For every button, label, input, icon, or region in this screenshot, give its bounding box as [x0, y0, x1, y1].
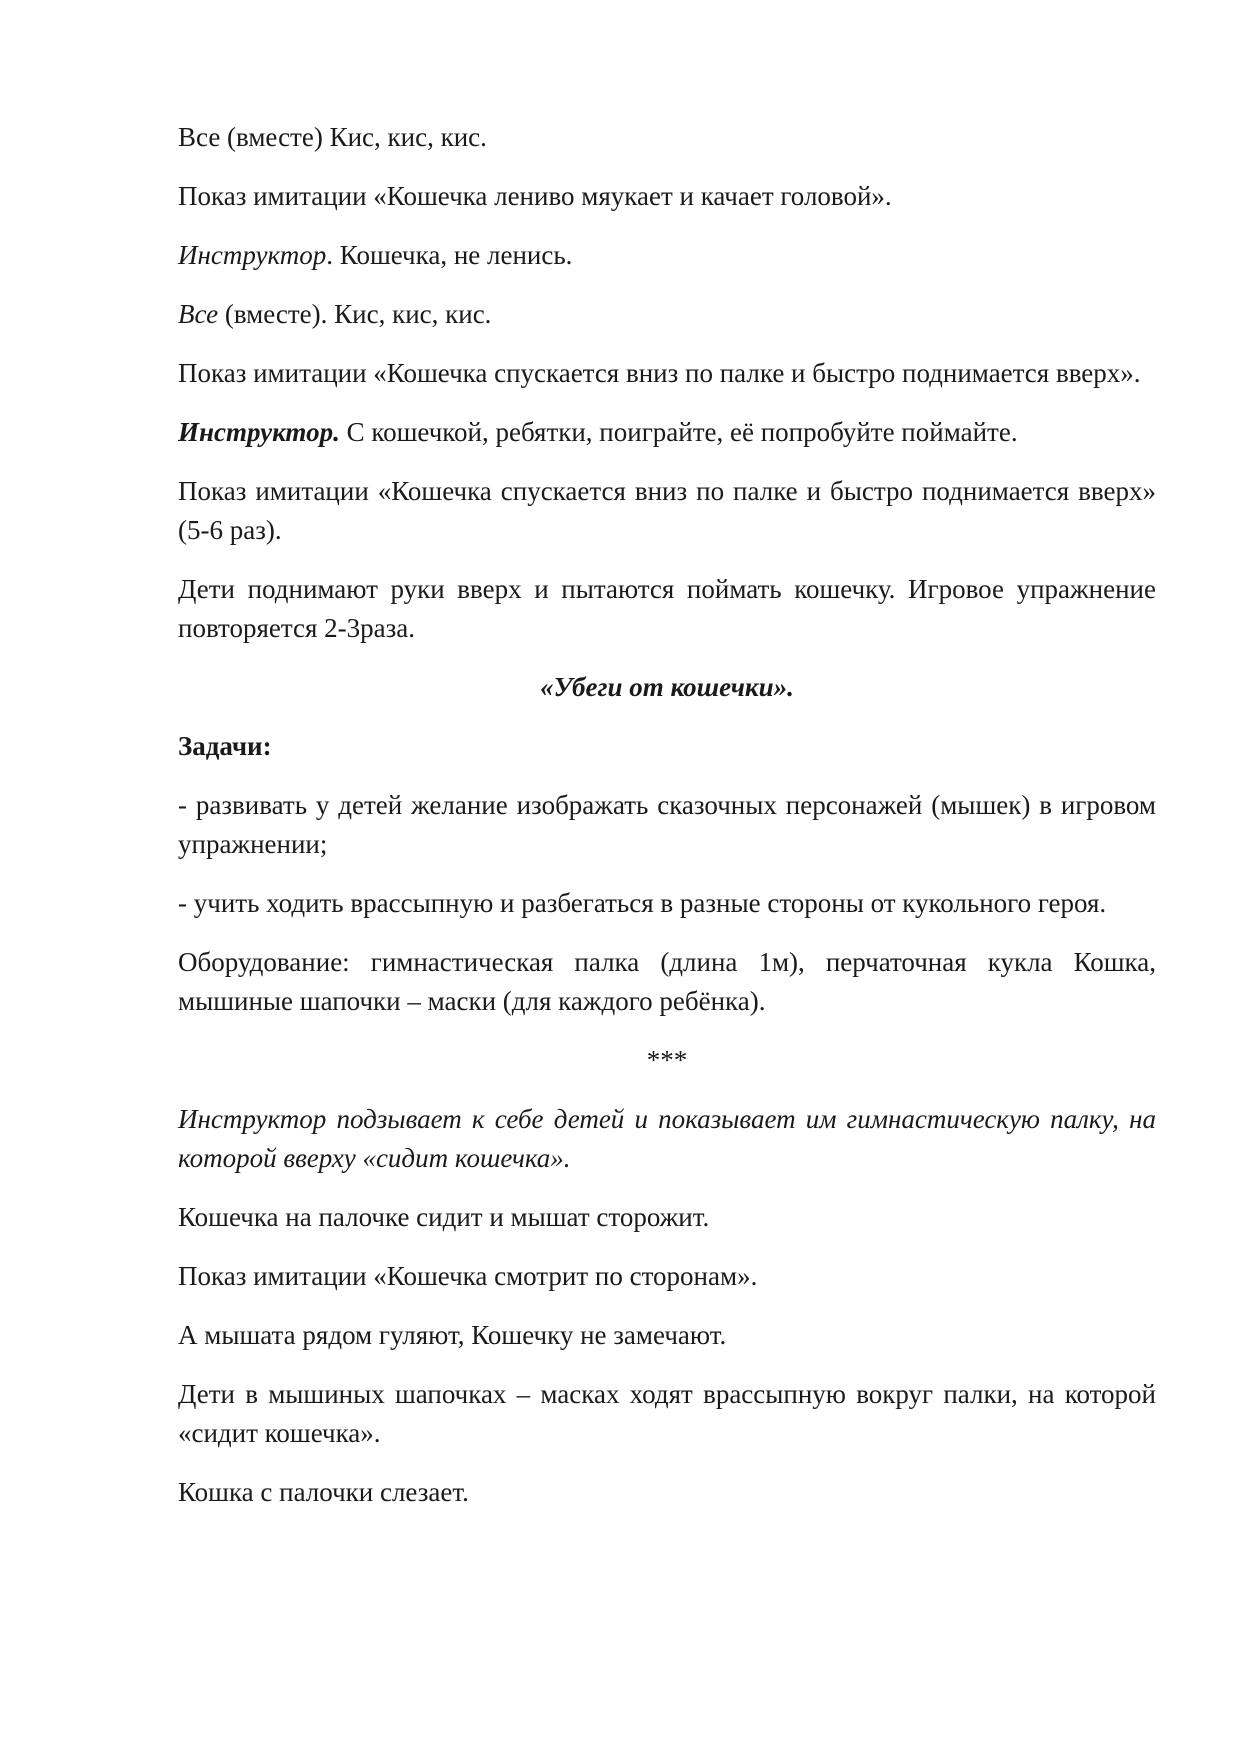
speech-text: С кошечкой, ребятки, поиграйте, её попробуйте поймайте. — [339, 417, 1018, 447]
paragraph-imitation-looks: Показ имитации «Кошечка смотрит по сторонам». — [178, 1261, 758, 1291]
paragraph-all-kis — [178, 295, 1156, 334]
speech-text: . Кошечка, не ленись. — [326, 240, 573, 270]
paragraph-instructor-play — [178, 413, 1156, 452]
speaker-all: Все — [178, 299, 219, 329]
paragraph-children-catch: Дети поднимают руки вверх и пытаются поймать кошечку. Игровое упражнение повторяется 2-3раза. — [178, 574, 1156, 643]
speaker-instructor: Инструктор — [178, 240, 327, 270]
instruction-paragraph: Инструктор подзывает к себе детей и показывает им гимнастическую палку, на которой вверху «сидит кошечка». — [178, 1104, 1156, 1173]
speech-text: (вместе). Кис, кис, кис. — [218, 299, 492, 329]
paragraph-cat-climbs-down: Кошка с палочки слезает. — [178, 1477, 469, 1507]
paragraph-imitation-climb: Показ имитации «Кошечка спускается вниз по палке и быстро поднимается вверх». — [178, 358, 1141, 388]
speaker-instructor: Инструктор. — [178, 417, 340, 447]
paragraph-all-together: Все (вместе) Кис, кис, кис. — [178, 122, 487, 152]
paragraph-children-walk: Дети в мышиных шапочках – масках ходят врассыпную вокруг палки, на которой «сидит кошечка». — [178, 1379, 1156, 1448]
paragraph-imitation-climb-repeat: Показ имитации «Кошечка спускается вниз по палке и быстро поднимается вверх» (5-6 раз). — [178, 476, 1156, 545]
paragraph-imitation-lazy: Показ имитации «Кошечка лениво мяукает и качает головой». — [178, 181, 892, 211]
equipment-paragraph: Оборудование: гимнастическая палка (длина 1м), перчаточная кукла Кошка, мышиные шапочки – маски (для каждого ребёнка). — [178, 947, 1156, 1016]
task-item-1: - развивать у детей желание изображать сказочных персонажей (мышек) в игровом упражнении; — [178, 790, 1156, 859]
task-item-2: - учить ходить врассыпную и разбегаться в разные стороны от кукольного героя. — [178, 888, 1107, 918]
paragraph-mice-walk: А мышата рядом гуляют, Кошечку не замечают. — [178, 1320, 727, 1350]
paragraph-cat-on-stick: Кошечка на палочке сидит и мышат сторожит. — [178, 1202, 710, 1232]
paragraph-instructor-dont-be-lazy — [178, 236, 1156, 275]
section-separator: *** — [646, 1045, 688, 1075]
document-page — [178, 118, 1156, 1532]
game-title: «Убеги от кошечки». — [540, 672, 794, 702]
tasks-heading: Задачи: — [178, 731, 272, 761]
